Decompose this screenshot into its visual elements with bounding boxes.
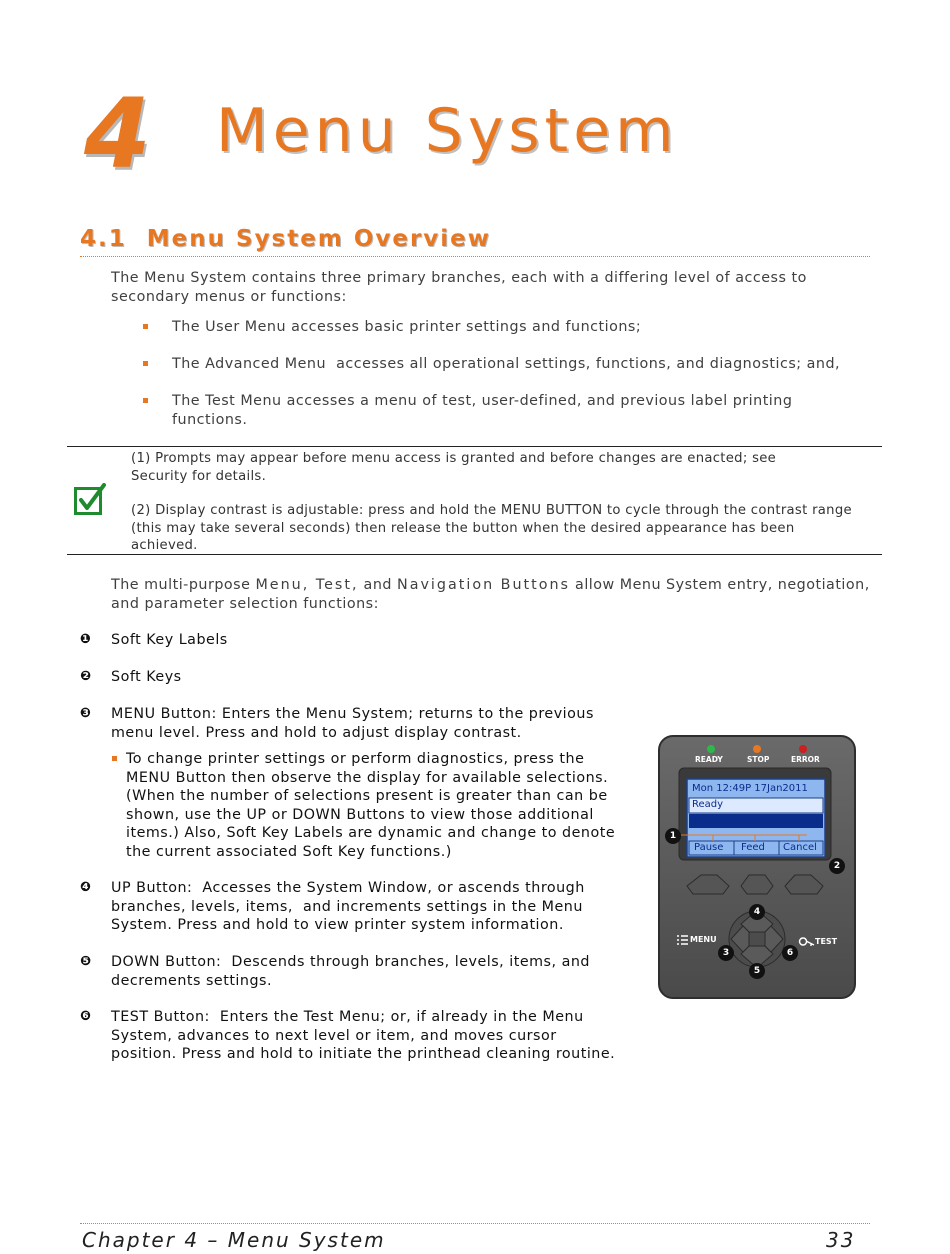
- bullet-marker: [143, 361, 148, 366]
- display-status: Ready: [692, 799, 724, 810]
- note-item-1: (1) Prompts may appear before menu access is granted and before changes are enacted; see Security for details.: [131, 451, 777, 484]
- buttons-intro-text: The multi-purpose: [111, 577, 256, 593]
- led-stop: [753, 745, 761, 753]
- item-line: System. Press and hold to view printer system information.: [111, 917, 564, 933]
- sub-bullet-line: (When the number of selections present is greater than can be: [126, 788, 608, 804]
- led-error: [799, 745, 807, 753]
- chapter-title: Menu System: [216, 96, 679, 166]
- branch-user-menu: The User Menu accesses basic printer settings and functions;: [172, 319, 642, 335]
- bullet-marker: [143, 398, 148, 403]
- softkey-label-cancel: Cancel: [783, 842, 817, 853]
- callout-2: 2: [829, 858, 845, 874]
- item-line: TEST Button: Enters the Test Menu; or, if already in the Menu: [111, 1009, 584, 1025]
- bullet-marker: [143, 324, 148, 329]
- callout-3: 3: [718, 945, 734, 961]
- item-line: branches, levels, items, and increments settings in the Menu: [111, 898, 583, 915]
- footer-rule: [80, 1223, 870, 1224]
- led-label-error: ERROR: [791, 755, 820, 764]
- bullet-marker: [112, 756, 117, 761]
- checkmark-box-icon: [74, 483, 106, 515]
- chapter-number: 4: [84, 78, 149, 190]
- item-marker-1: ❶: [80, 632, 92, 647]
- item-menu-button: [111, 705, 594, 742]
- item-down-button: [111, 953, 590, 990]
- display-datetime: Mon 12:49P 17Jan2011: [692, 783, 808, 794]
- section-underline: [80, 256, 870, 257]
- buttons-intro-menu-test: Menu, Test,: [255, 577, 359, 593]
- buttons-intro-navigation: Navigation Buttons: [397, 577, 571, 593]
- sub-bullet-line: items.) Also, Soft Key Labels are dynamic and change to denote: [126, 825, 616, 841]
- item-line: menu level. Press and hold to adjust display contrast.: [111, 724, 522, 741]
- softkey-label-pause: Pause: [694, 842, 724, 853]
- buttons-intro-text: and parameter selection functions:: [111, 595, 379, 612]
- callout-1: 1: [665, 828, 681, 844]
- item-line: DOWN Button: Descends through branches, levels, items, and: [111, 954, 590, 970]
- test-button-label: TEST: [815, 937, 838, 946]
- footer-chapter: Chapter 4 – Menu System: [82, 1228, 386, 1252]
- note-item-2: (2) Display contrast is adjustable: press and hold the MENU BUTTON to cycle through the contrast range (this may take several seconds) then release the button when the desired appearance has been achieved.: [131, 503, 852, 553]
- callout-6: 6: [782, 945, 798, 961]
- item-marker-2: ❷: [80, 669, 92, 684]
- sub-bullet-line: To change printer settings or perform diagnostics, press the: [126, 751, 585, 767]
- item-marker-5: ❺: [80, 954, 92, 969]
- item-soft-keys: Soft Keys: [111, 669, 182, 685]
- led-label-stop: STOP: [747, 755, 770, 764]
- item-test-button: [111, 1008, 615, 1064]
- item-soft-key-labels: Soft Key Labels: [111, 632, 228, 648]
- item-marker-3: ❸: [80, 706, 92, 721]
- buttons-intro: [111, 576, 871, 613]
- led-ready: [707, 745, 715, 753]
- note-bottom-rule: [67, 554, 882, 555]
- menu-button-label: MENU: [690, 935, 717, 944]
- callout-5: 5: [749, 963, 765, 979]
- note-top-rule: [67, 446, 882, 447]
- branch-advanced-menu: The Advanced Menu accesses all operational settings, functions, and diagnostics; and,: [172, 356, 841, 372]
- softkey-label-feed: Feed: [741, 842, 765, 853]
- led-label-ready: READY: [695, 755, 723, 764]
- footer-page-number: 33: [826, 1228, 856, 1252]
- sub-bullet-line: shown, use the UP or DOWN Buttons to view those additional: [126, 806, 594, 823]
- item-marker-6: ❻: [80, 1009, 92, 1024]
- item-marker-4: ❹: [80, 880, 92, 895]
- item-up-button: [111, 879, 585, 935]
- buttons-intro-text: and: [358, 577, 398, 593]
- callout-4: 4: [749, 904, 765, 920]
- display-selection-bar: [689, 814, 823, 828]
- menu-sub-bullet: [126, 750, 615, 861]
- intro-paragraph: The Menu System contains three primary branches, each with a differing level of access to secondary menus or functions:: [111, 270, 807, 305]
- sub-bullet-line: the current associated Soft Key functions.): [126, 843, 452, 860]
- item-line: decrements settings.: [111, 972, 273, 989]
- buttons-intro-text: allow Menu System entry, negotiation,: [570, 577, 870, 593]
- branch-test-menu: The Test Menu accesses a menu of test, user-defined, and previous label printing functions.: [172, 393, 793, 428]
- item-line: MENU Button: Enters the Menu System; returns to the previous: [111, 706, 594, 722]
- control-panel-illustration: [657, 734, 857, 1000]
- sub-bullet-line: MENU Button then observe the display for available selections.: [126, 769, 609, 786]
- item-line: System, advances to next level or item, and moves cursor: [111, 1027, 557, 1044]
- item-line: position. Press and hold to initiate the printhead cleaning routine.: [111, 1046, 616, 1062]
- section-title: 4.1 Menu System Overview: [80, 226, 492, 252]
- item-line: UP Button: Accesses the System Window, or ascends through: [111, 880, 585, 896]
